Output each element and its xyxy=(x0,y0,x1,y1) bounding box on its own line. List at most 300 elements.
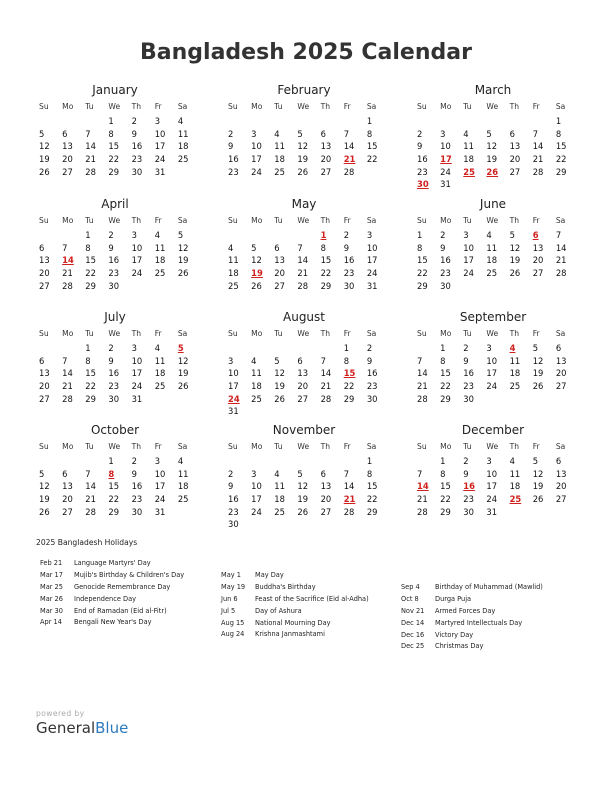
day-cell[interactable]: 12 xyxy=(486,141,498,152)
day-cell[interactable]: 29 xyxy=(555,166,567,177)
day-cell[interactable]: 27 xyxy=(555,494,567,505)
day-cell[interactable]: 28 xyxy=(320,393,332,404)
day-cell[interactable]: 30 xyxy=(463,393,474,404)
day-cell[interactable]: 27 xyxy=(62,506,73,517)
day-cell[interactable]: 20 xyxy=(509,154,521,165)
day-cell[interactable]: 7 xyxy=(555,230,562,240)
day-cell[interactable]: 17 xyxy=(463,255,474,266)
day-cell[interactable]: 23 xyxy=(463,494,474,505)
day-cell[interactable]: 11 xyxy=(274,481,285,492)
day-cell[interactable]: 13 xyxy=(274,255,285,266)
day-cell[interactable]: 9 xyxy=(463,355,469,366)
day-cell[interactable]: 13 xyxy=(39,368,50,379)
day-cell[interactable]: 11 xyxy=(177,468,189,479)
day-cell[interactable]: 1 xyxy=(366,116,373,126)
day-cell[interactable]: 19 xyxy=(486,154,498,165)
day-cell[interactable]: 28 xyxy=(417,506,428,517)
day-cell[interactable]: 30 xyxy=(131,506,143,517)
day-cell[interactable]: 9 xyxy=(228,481,234,492)
day-cell[interactable]: 28 xyxy=(343,506,355,517)
day-cell[interactable]: 24 xyxy=(154,154,166,165)
day-cell[interactable]: 4 xyxy=(154,230,161,240)
holiday-day-cell[interactable]: 25 xyxy=(463,166,475,177)
day-cell[interactable]: 7 xyxy=(532,128,539,139)
day-cell[interactable]: 15 xyxy=(440,368,451,379)
day-cell[interactable]: 20 xyxy=(555,368,567,379)
day-cell[interactable]: 1 xyxy=(366,456,373,466)
day-cell[interactable]: 3 xyxy=(486,343,492,353)
day-cell[interactable]: 1 xyxy=(85,230,91,240)
holiday-day-cell[interactable]: 15 xyxy=(343,368,356,379)
day-cell[interactable]: 23 xyxy=(366,381,378,392)
day-cell[interactable]: 16 xyxy=(108,255,120,266)
day-cell[interactable]: 23 xyxy=(131,154,143,165)
day-cell[interactable]: 4 xyxy=(154,343,161,353)
day-cell[interactable]: 24 xyxy=(366,268,378,279)
day-cell[interactable]: 15 xyxy=(366,141,378,152)
day-cell[interactable]: 22 xyxy=(85,268,96,279)
day-cell[interactable]: 9 xyxy=(440,242,446,253)
day-cell[interactable]: 22 xyxy=(320,268,332,279)
day-cell[interactable]: 13 xyxy=(62,481,73,492)
day-cell[interactable]: 8 xyxy=(366,128,373,139)
day-cell[interactable]: 15 xyxy=(85,368,96,379)
day-cell[interactable]: 27 xyxy=(320,506,332,517)
day-cell[interactable]: 6 xyxy=(320,128,326,139)
holiday-day-cell[interactable]: 21 xyxy=(343,494,356,505)
day-cell[interactable]: 26 xyxy=(532,494,544,505)
day-cell[interactable]: 3 xyxy=(228,355,234,366)
day-cell[interactable]: 16 xyxy=(228,154,239,165)
day-cell[interactable]: 27 xyxy=(297,393,309,404)
day-cell[interactable]: 8 xyxy=(85,242,91,253)
day-cell[interactable]: 9 xyxy=(417,141,423,152)
day-cell[interactable]: 18 xyxy=(177,481,189,492)
holiday-day-cell[interactable]: 5 xyxy=(177,343,184,353)
day-cell[interactable]: 24 xyxy=(440,166,451,177)
day-cell[interactable]: 17 xyxy=(154,481,166,492)
day-cell[interactable]: 17 xyxy=(251,494,262,505)
day-cell[interactable]: 12 xyxy=(532,355,544,366)
day-cell[interactable]: 13 xyxy=(62,141,73,152)
day-cell[interactable]: 17 xyxy=(366,255,378,266)
day-cell[interactable]: 29 xyxy=(108,166,120,177)
day-cell[interactable]: 20 xyxy=(62,154,73,165)
day-cell[interactable]: 8 xyxy=(366,468,373,479)
day-cell[interactable]: 3 xyxy=(440,128,446,139)
day-cell[interactable]: 31 xyxy=(228,406,239,417)
day-cell[interactable]: 30 xyxy=(131,166,143,177)
day-cell[interactable]: 26 xyxy=(297,166,309,177)
day-cell[interactable]: 24 xyxy=(131,268,143,279)
day-cell[interactable]: 22 xyxy=(555,154,567,165)
day-cell[interactable]: 21 xyxy=(62,381,73,392)
day-cell[interactable]: 11 xyxy=(154,355,166,366)
holiday-day-cell[interactable]: 16 xyxy=(463,481,475,492)
day-cell[interactable]: 31 xyxy=(440,179,451,190)
day-cell[interactable]: 6 xyxy=(274,242,280,253)
day-cell[interactable]: 18 xyxy=(154,368,166,379)
day-cell[interactable]: 23 xyxy=(108,381,120,392)
day-cell[interactable]: 19 xyxy=(532,368,544,379)
holiday-day-cell[interactable]: 30 xyxy=(417,179,429,190)
day-cell[interactable]: 10 xyxy=(131,355,143,366)
day-cell[interactable]: 10 xyxy=(486,468,498,479)
day-cell[interactable]: 3 xyxy=(251,128,257,139)
day-cell[interactable]: 12 xyxy=(509,242,521,253)
day-cell[interactable]: 27 xyxy=(274,280,285,291)
day-cell[interactable]: 25 xyxy=(177,154,189,165)
day-cell[interactable]: 28 xyxy=(343,166,355,177)
day-cell[interactable]: 25 xyxy=(509,381,521,392)
day-cell[interactable]: 29 xyxy=(440,393,451,404)
day-cell[interactable]: 29 xyxy=(343,393,355,404)
day-cell[interactable]: 28 xyxy=(85,506,96,517)
day-cell[interactable]: 30 xyxy=(440,280,451,291)
day-cell[interactable]: 18 xyxy=(509,481,521,492)
day-cell[interactable]: 14 xyxy=(62,368,73,379)
day-cell[interactable]: 11 xyxy=(228,255,239,266)
day-cell[interactable]: 7 xyxy=(62,355,68,366)
day-cell[interactable]: 10 xyxy=(131,242,143,253)
day-cell[interactable]: 26 xyxy=(532,381,544,392)
day-cell[interactable]: 3 xyxy=(463,230,469,240)
day-cell[interactable]: 23 xyxy=(228,506,239,517)
day-cell[interactable]: 12 xyxy=(251,255,262,266)
day-cell[interactable]: 9 xyxy=(343,242,350,253)
day-cell[interactable]: 4 xyxy=(228,242,234,253)
day-cell[interactable]: 16 xyxy=(131,481,143,492)
day-cell[interactable]: 25 xyxy=(251,393,262,404)
day-cell[interactable]: 14 xyxy=(343,481,355,492)
day-cell[interactable]: 18 xyxy=(228,268,239,279)
day-cell[interactable]: 2 xyxy=(366,343,373,353)
day-cell[interactable]: 26 xyxy=(251,280,262,291)
day-cell[interactable]: 1 xyxy=(417,230,423,240)
day-cell[interactable]: 21 xyxy=(85,494,96,505)
day-cell[interactable]: 15 xyxy=(108,141,120,152)
day-cell[interactable]: 14 xyxy=(85,141,96,152)
day-cell[interactable]: 18 xyxy=(177,141,189,152)
day-cell[interactable]: 25 xyxy=(228,280,239,291)
day-cell[interactable]: 31 xyxy=(154,506,166,517)
day-cell[interactable]: 2 xyxy=(131,456,137,466)
day-cell[interactable]: 12 xyxy=(177,355,189,366)
day-cell[interactable]: 17 xyxy=(154,141,166,152)
day-cell[interactable]: 15 xyxy=(417,255,428,266)
day-cell[interactable]: 11 xyxy=(509,355,521,366)
day-cell[interactable]: 29 xyxy=(320,280,332,291)
holiday-day-cell[interactable]: 6 xyxy=(532,230,539,240)
day-cell[interactable]: 9 xyxy=(108,355,114,366)
day-cell[interactable]: 3 xyxy=(251,468,257,479)
day-cell[interactable]: 31 xyxy=(486,506,498,517)
day-cell[interactable]: 10 xyxy=(251,141,262,152)
day-cell[interactable]: 7 xyxy=(417,355,423,366)
day-cell[interactable]: 9 xyxy=(131,128,137,139)
day-cell[interactable]: 16 xyxy=(440,255,451,266)
day-cell[interactable]: 2 xyxy=(417,128,423,139)
day-cell[interactable]: 29 xyxy=(85,393,96,404)
day-cell[interactable]: 9 xyxy=(228,141,234,152)
day-cell[interactable]: 17 xyxy=(486,368,498,379)
day-cell[interactable]: 6 xyxy=(62,128,68,139)
day-cell[interactable]: 4 xyxy=(274,468,280,479)
day-cell[interactable]: 19 xyxy=(39,494,50,505)
day-cell[interactable]: 2 xyxy=(228,468,234,479)
day-cell[interactable]: 13 xyxy=(555,355,567,366)
day-cell[interactable]: 16 xyxy=(343,255,355,266)
day-cell[interactable]: 8 xyxy=(85,355,91,366)
day-cell[interactable]: 25 xyxy=(486,268,498,279)
day-cell[interactable]: 1 xyxy=(555,116,562,126)
day-cell[interactable]: 13 xyxy=(39,255,50,266)
day-cell[interactable]: 9 xyxy=(463,468,469,479)
day-cell[interactable]: 22 xyxy=(440,494,451,505)
day-cell[interactable]: 21 xyxy=(417,494,428,505)
holiday-day-cell[interactable]: 17 xyxy=(440,154,452,165)
day-cell[interactable]: 11 xyxy=(509,468,521,479)
day-cell[interactable]: 19 xyxy=(39,154,50,165)
day-cell[interactable]: 18 xyxy=(251,381,262,392)
holiday-day-cell[interactable]: 1 xyxy=(320,230,327,240)
day-cell[interactable]: 20 xyxy=(274,268,285,279)
day-cell[interactable]: 19 xyxy=(532,481,544,492)
day-cell[interactable]: 11 xyxy=(274,141,285,152)
day-cell[interactable]: 23 xyxy=(417,166,428,177)
day-cell[interactable]: 9 xyxy=(108,242,114,253)
day-cell[interactable]: 13 xyxy=(532,242,544,253)
day-cell[interactable]: 22 xyxy=(440,381,451,392)
day-cell[interactable]: 10 xyxy=(251,481,262,492)
day-cell[interactable]: 15 xyxy=(320,255,332,266)
day-cell[interactable]: 22 xyxy=(366,494,378,505)
day-cell[interactable]: 10 xyxy=(463,242,474,253)
day-cell[interactable]: 10 xyxy=(154,128,166,139)
day-cell[interactable]: 1 xyxy=(108,456,114,466)
day-cell[interactable]: 24 xyxy=(486,494,498,505)
day-cell[interactable]: 24 xyxy=(251,166,262,177)
day-cell[interactable]: 30 xyxy=(228,519,239,530)
day-cell[interactable]: 28 xyxy=(532,166,544,177)
day-cell[interactable]: 20 xyxy=(62,494,73,505)
day-cell[interactable]: 17 xyxy=(131,255,143,266)
day-cell[interactable]: 8 xyxy=(417,242,423,253)
day-cell[interactable]: 3 xyxy=(131,343,137,353)
day-cell[interactable]: 21 xyxy=(297,268,309,279)
day-cell[interactable]: 12 xyxy=(297,481,309,492)
day-cell[interactable]: 18 xyxy=(154,255,166,266)
day-cell[interactable]: 27 xyxy=(509,166,521,177)
day-cell[interactable]: 15 xyxy=(366,481,378,492)
day-cell[interactable]: 31 xyxy=(154,166,166,177)
day-cell[interactable]: 27 xyxy=(62,166,73,177)
day-cell[interactable]: 25 xyxy=(154,381,166,392)
day-cell[interactable]: 18 xyxy=(486,255,498,266)
day-cell[interactable]: 29 xyxy=(417,280,428,291)
day-cell[interactable]: 3 xyxy=(366,230,373,240)
day-cell[interactable]: 22 xyxy=(108,494,120,505)
day-cell[interactable]: 6 xyxy=(297,355,303,366)
day-cell[interactable]: 17 xyxy=(486,481,498,492)
day-cell[interactable]: 4 xyxy=(509,456,515,466)
day-cell[interactable]: 8 xyxy=(320,242,326,253)
day-cell[interactable]: 26 xyxy=(177,268,189,279)
day-cell[interactable]: 5 xyxy=(532,456,539,466)
day-cell[interactable]: 13 xyxy=(555,468,567,479)
day-cell[interactable]: 23 xyxy=(108,268,120,279)
day-cell[interactable]: 11 xyxy=(486,242,498,253)
day-cell[interactable]: 18 xyxy=(463,154,474,165)
holiday-day-cell[interactable]: 4 xyxy=(509,343,516,353)
day-cell[interactable]: 5 xyxy=(177,230,184,240)
holiday-day-cell[interactable]: 25 xyxy=(509,494,522,505)
day-cell[interactable]: 6 xyxy=(555,456,562,466)
day-cell[interactable]: 10 xyxy=(366,242,378,253)
day-cell[interactable]: 16 xyxy=(131,141,143,152)
day-cell[interactable]: 1 xyxy=(440,343,446,353)
day-cell[interactable]: 8 xyxy=(555,128,562,139)
day-cell[interactable]: 20 xyxy=(297,381,309,392)
day-cell[interactable]: 12 xyxy=(39,141,50,152)
day-cell[interactable]: 25 xyxy=(177,494,189,505)
day-cell[interactable]: 26 xyxy=(297,506,309,517)
day-cell[interactable]: 31 xyxy=(366,280,378,291)
day-cell[interactable]: 7 xyxy=(85,468,91,479)
day-cell[interactable]: 10 xyxy=(440,141,451,152)
day-cell[interactable]: 11 xyxy=(177,128,189,139)
day-cell[interactable]: 2 xyxy=(463,456,469,466)
day-cell[interactable]: 5 xyxy=(297,128,303,139)
day-cell[interactable]: 29 xyxy=(440,506,451,517)
day-cell[interactable]: 14 xyxy=(297,255,309,266)
day-cell[interactable]: 3 xyxy=(486,456,492,466)
day-cell[interactable]: 31 xyxy=(131,393,143,404)
day-cell[interactable]: 19 xyxy=(177,255,189,266)
day-cell[interactable]: 11 xyxy=(463,141,474,152)
day-cell[interactable]: 20 xyxy=(39,381,50,392)
day-cell[interactable]: 21 xyxy=(62,268,73,279)
day-cell[interactable]: 4 xyxy=(251,355,257,366)
day-cell[interactable]: 14 xyxy=(532,141,544,152)
day-cell[interactable]: 24 xyxy=(131,381,143,392)
day-cell[interactable]: 6 xyxy=(555,343,562,353)
day-cell[interactable]: 26 xyxy=(39,166,50,177)
day-cell[interactable]: 19 xyxy=(297,494,309,505)
day-cell[interactable]: 22 xyxy=(85,381,96,392)
day-cell[interactable]: 16 xyxy=(228,494,239,505)
day-cell[interactable]: 21 xyxy=(532,154,544,165)
day-cell[interactable]: 11 xyxy=(251,368,262,379)
day-cell[interactable]: 30 xyxy=(463,506,474,517)
day-cell[interactable]: 3 xyxy=(154,116,161,126)
day-cell[interactable]: 7 xyxy=(343,128,350,139)
day-cell[interactable]: 11 xyxy=(154,242,166,253)
day-cell[interactable]: 26 xyxy=(177,381,189,392)
day-cell[interactable]: 17 xyxy=(251,154,262,165)
day-cell[interactable]: 26 xyxy=(509,268,521,279)
day-cell[interactable]: 15 xyxy=(108,481,120,492)
day-cell[interactable]: 22 xyxy=(108,154,120,165)
day-cell[interactable]: 5 xyxy=(532,343,539,353)
day-cell[interactable]: 19 xyxy=(297,154,309,165)
day-cell[interactable]: 25 xyxy=(274,506,285,517)
day-cell[interactable]: 14 xyxy=(555,242,567,253)
day-cell[interactable]: 16 xyxy=(463,368,474,379)
day-cell[interactable]: 15 xyxy=(85,255,96,266)
holiday-day-cell[interactable]: 21 xyxy=(343,154,356,165)
holiday-day-cell[interactable]: 14 xyxy=(62,255,74,266)
day-cell[interactable]: 23 xyxy=(440,268,451,279)
day-cell[interactable]: 7 xyxy=(320,355,326,366)
day-cell[interactable]: 6 xyxy=(509,128,515,139)
holiday-day-cell[interactable]: 8 xyxy=(108,468,115,479)
day-cell[interactable]: 19 xyxy=(509,255,521,266)
day-cell[interactable]: 20 xyxy=(532,255,544,266)
day-cell[interactable]: 26 xyxy=(274,393,285,404)
day-cell[interactable]: 7 xyxy=(62,242,68,253)
day-cell[interactable]: 29 xyxy=(366,506,378,517)
day-cell[interactable]: 20 xyxy=(555,481,567,492)
day-cell[interactable]: 25 xyxy=(154,268,166,279)
day-cell[interactable]: 2 xyxy=(108,230,114,240)
day-cell[interactable]: 3 xyxy=(154,456,161,466)
day-cell[interactable]: 13 xyxy=(320,481,332,492)
day-cell[interactable]: 14 xyxy=(320,368,332,379)
day-cell[interactable]: 29 xyxy=(108,506,120,517)
day-cell[interactable]: 23 xyxy=(463,381,474,392)
day-cell[interactable]: 2 xyxy=(131,116,137,126)
day-cell[interactable]: 5 xyxy=(251,242,257,253)
day-cell[interactable]: 25 xyxy=(274,166,285,177)
day-cell[interactable]: 28 xyxy=(417,393,428,404)
day-cell[interactable]: 27 xyxy=(532,268,544,279)
day-cell[interactable]: 16 xyxy=(108,368,120,379)
day-cell[interactable]: 26 xyxy=(39,506,50,517)
day-cell[interactable]: 27 xyxy=(39,280,50,291)
day-cell[interactable]: 12 xyxy=(297,141,309,152)
day-cell[interactable]: 20 xyxy=(320,494,332,505)
day-cell[interactable]: 12 xyxy=(177,242,189,253)
day-cell[interactable]: 6 xyxy=(320,468,326,479)
day-cell[interactable]: 28 xyxy=(62,393,73,404)
day-cell[interactable]: 4 xyxy=(274,128,280,139)
day-cell[interactable]: 1 xyxy=(85,343,91,353)
day-cell[interactable]: 19 xyxy=(177,368,189,379)
day-cell[interactable]: 19 xyxy=(274,381,285,392)
day-cell[interactable]: 18 xyxy=(274,494,285,505)
holiday-day-cell[interactable]: 26 xyxy=(486,166,499,177)
day-cell[interactable]: 3 xyxy=(131,230,137,240)
day-cell[interactable]: 14 xyxy=(343,141,355,152)
day-cell[interactable]: 20 xyxy=(39,268,50,279)
day-cell[interactable]: 12 xyxy=(274,368,285,379)
day-cell[interactable]: 4 xyxy=(177,116,184,126)
day-cell[interactable]: 2 xyxy=(463,343,469,353)
day-cell[interactable]: 18 xyxy=(509,368,521,379)
day-cell[interactable]: 30 xyxy=(366,393,378,404)
day-cell[interactable]: 30 xyxy=(108,393,120,404)
day-cell[interactable]: 9 xyxy=(366,355,373,366)
day-cell[interactable]: 14 xyxy=(417,368,428,379)
day-cell[interactable]: 5 xyxy=(39,468,45,479)
day-cell[interactable]: 23 xyxy=(131,494,143,505)
day-cell[interactable]: 21 xyxy=(85,154,96,165)
day-cell[interactable]: 6 xyxy=(39,355,45,366)
day-cell[interactable]: 16 xyxy=(366,368,378,379)
day-cell[interactable]: 13 xyxy=(320,141,332,152)
brand-logo[interactable] xyxy=(36,719,128,737)
